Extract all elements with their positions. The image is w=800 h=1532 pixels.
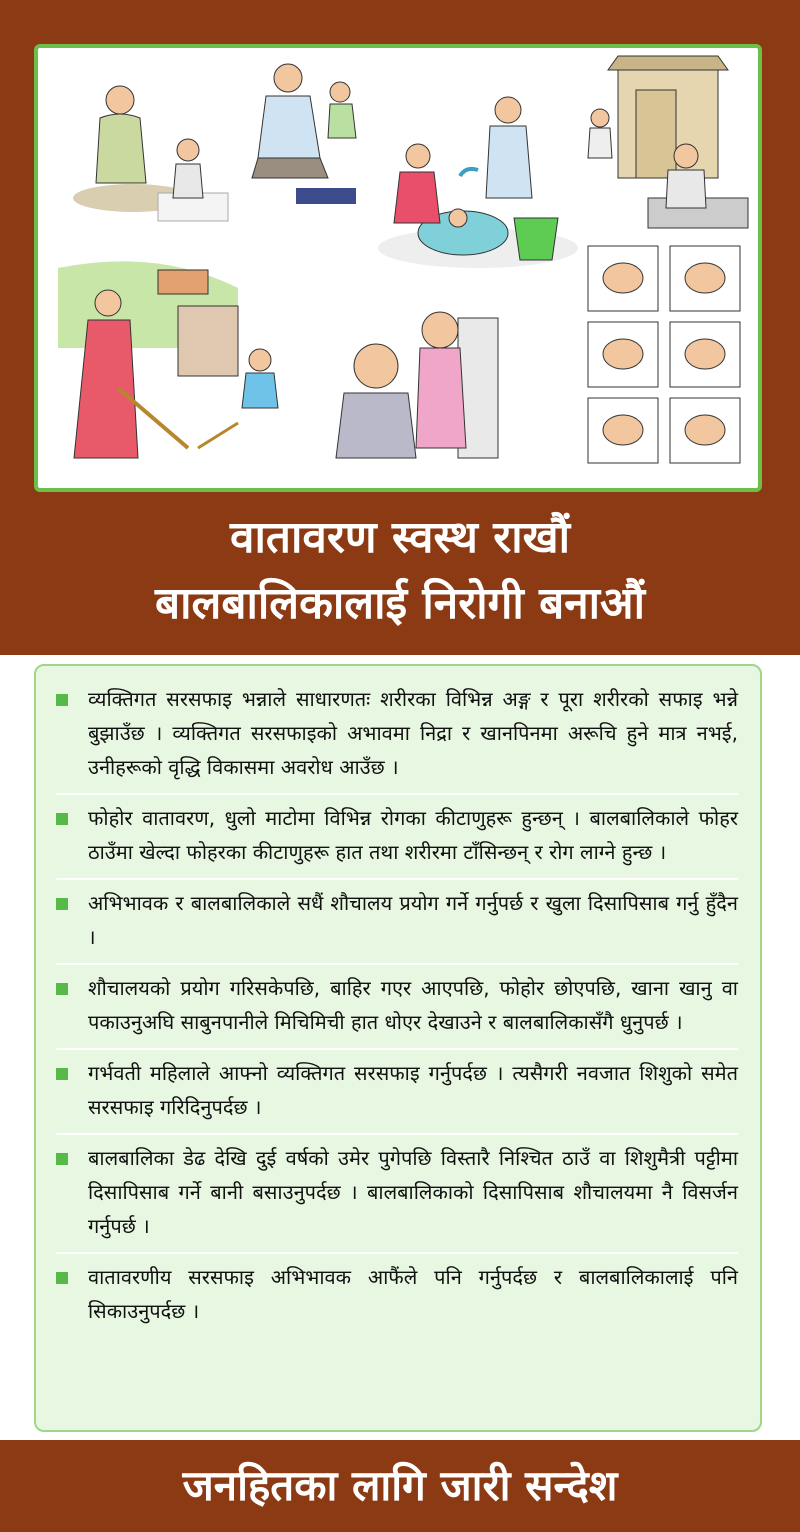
illustration-scene [38, 48, 758, 488]
bullet-square-icon [56, 983, 68, 995]
list-item [56, 1254, 738, 1337]
family-scene-icon [73, 86, 228, 221]
message-panel [34, 664, 762, 1432]
list-item [56, 1135, 738, 1254]
bullet-square-icon [56, 694, 68, 706]
headline-line-2: बालबालिकालाई निरोगी बनाऔं [154, 578, 646, 629]
message-text: गर्भवती महिलाले आफ्नो व्यक्तिगत सरसफाइ गर्नुपर्दछ । त्यसैगरी नवजात शिशुको समेत सरसफाइ गरिदिनुपर्दछ । [88, 1061, 738, 1119]
message-text: अभिभावक र बालबालिकाले सधैं शौचालय प्रयोग गर्ने गर्नुपर्छ र खुला दिसापिसाब गर्नु हुँदैन । [88, 891, 738, 949]
father-child-icon [252, 64, 356, 204]
bullet-square-icon [56, 898, 68, 910]
list-item [56, 880, 738, 965]
bullet-square-icon [56, 1068, 68, 1080]
message-text: फोहोर वातावरण, धुलो माटोमा विभिन्न रोगका कीटाणुहरू हुन्छन् । बालबालिकाले फोहर ठाउँमा खेल्दा फोहरका कीटाणुहरू हात तथा शरीरमा टाँसिन्छन् र रोग लाग्ने हुन्छ । [88, 806, 738, 864]
hygiene-illustration [34, 44, 762, 492]
bullet-square-icon [56, 1153, 68, 1165]
headline-line-1: वातावरण स्वस्थ राखौं [230, 512, 570, 563]
headline [0, 505, 800, 637]
woman-sweeping-icon [58, 261, 238, 458]
list-item [56, 1050, 738, 1135]
footer-banner: जनहितका लागि जारी सन्देश [0, 1440, 800, 1532]
list-item [56, 795, 738, 880]
list-item [56, 965, 738, 1050]
handwash-steps-icon [588, 246, 740, 463]
message-text: वातावरणीय सरसफाइ अभिभावक आफैंले पनि गर्नुपर्दछ र बालबालिकालाई पनि सिकाउनुपर्दछ । [88, 1265, 738, 1323]
brushing-teeth-icon [336, 312, 498, 458]
bathing-baby-icon [378, 97, 578, 268]
message-text: व्यक्तिगत सरसफाइ भन्नाले साधारणतः शरीरका विभिन्न अङ्ग र पूरा शरीरको सफाइ भन्ने बुझाउँछ । व्यक्तिगत सरसफाइको अभावमा निद्रा र खानपिनमा अरूचि हुने मात्र नभई, उनीहरूको वृद्धि विकासमा अवरोध आउँछ । [88, 687, 738, 779]
message-text: शौचालयको प्रयोग गरिसकेपछि, बाहिर गएर आएपछि, फोहोर छोएपछि, खाना खानु वा पकाउनुअघि साबुनपानीले मिचिमिची हात धोएर देखाउने र बालबालिकासँगै धुनुपर्छ । [88, 976, 738, 1034]
bullet-square-icon [56, 813, 68, 825]
bullet-square-icon [56, 1272, 68, 1284]
toilet-icon [588, 56, 728, 178]
list-item [56, 676, 738, 795]
message-text: बालबालिका डेढ देखि दुई वर्षको उमेर पुगेपछि विस्तारै निश्चित ठाउँ वा शिशुमैत्री पट्टीमा दिसापिसाब गर्ने बानी बसाउनुपर्दछ । बालबालिकाको दिसापिसाब शौचालयमा नै विसर्जन गर्नुपर्छ । [88, 1146, 738, 1238]
